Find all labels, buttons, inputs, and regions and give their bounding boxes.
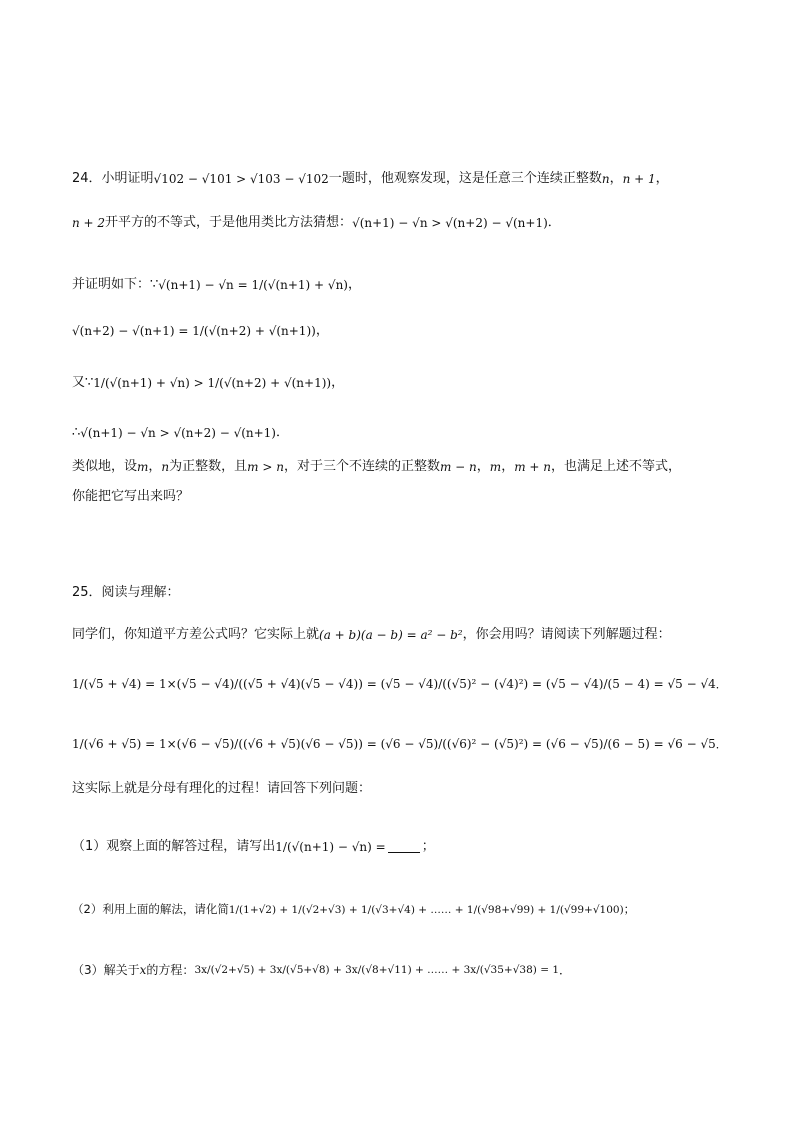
q24-line1-middle: 一题时，他观察发现，这是任意三个连续正整数 xyxy=(328,171,602,186)
q24-proof-eq-1-end: ， xyxy=(347,277,361,292)
q24-var-n-plus-1: n + 1 xyxy=(622,171,656,186)
q25-example-2-expr: 1/(√6 + √5) = 1×(√6 − √5)/((√6 + √5)(√6 − √5)) = (√6 − √5)/((√6)² − (√5)²) = (√6 − √5)/(6 − 5) = √6 − √5 xyxy=(72,737,716,751)
q25-sub-1 xyxy=(72,840,435,853)
q25-difference-of-squares: (a + b)(a − b) = a² − b² xyxy=(319,627,463,642)
q24-line1-inequality: √102 − √101 > √103 − √102 xyxy=(153,171,329,186)
q25-sub-3-prefix: （3）解关于 xyxy=(72,963,140,977)
q24-l7-c: 为正整数，且 xyxy=(169,459,248,474)
q24-line-2 xyxy=(72,216,561,229)
q25-sub-3 xyxy=(72,964,571,976)
q25-sub-3-mid: 的方程： xyxy=(146,963,195,977)
q24-l7-m-minus-n: m − n xyxy=(439,459,477,474)
q24-var-n-plus-2: n + 2 xyxy=(72,215,106,230)
q25-sub-3-end: ． xyxy=(559,963,572,977)
q25-sub-2-end: ； xyxy=(623,902,636,916)
q25-example-1 xyxy=(72,678,727,690)
q24-l7-m-gt-n: m > n xyxy=(247,459,284,474)
q25-sub-1-prefix: （1）观察上面的解答过程，请写出 xyxy=(72,839,276,854)
q25-example-1-expr: 1/(√5 + √4) = 1×(√5 − √4)/((√5 + √4)(√5 − √4)) = (√5 − √4)/((√5)² − (√4)²) = (√5 − √4)/(5 − 4) = √5 − √4 xyxy=(72,677,716,691)
q25-intro-b: ，你会用吗？请阅读下列解题过程： xyxy=(462,627,671,642)
q24-l7-m: m xyxy=(137,459,149,474)
q24-line-5 xyxy=(72,376,344,389)
q25-example-2-end: ． xyxy=(715,737,727,751)
q24-line-7 xyxy=(72,460,681,473)
q24-l7-n: n xyxy=(161,459,170,474)
q25-rationalize-text: 这实际上就是分母有理化的过程！请回答下列问题： xyxy=(72,781,372,796)
q25-example-1-end: ． xyxy=(715,677,727,691)
q25-sub-1-expr: 1/(√(n+1) − √n) = xyxy=(275,839,386,854)
q25-sub-3-x: x xyxy=(139,963,147,977)
q24-line1-prefix: 24．小明证明 xyxy=(72,171,154,186)
q25-sub-2-prefix: （2）利用上面的解法，请化简 xyxy=(72,902,229,916)
q24-fraction-inequality: 1/(√(n+1) + √n) > 1/(√(n+2) + √(n+1)) xyxy=(93,375,332,390)
q25-sub-1-end: ； xyxy=(421,839,435,854)
q25-title-text: 25．阅读与理解： xyxy=(72,585,180,600)
q24-line-8 xyxy=(72,490,189,503)
q24-l7-b: ， xyxy=(148,459,162,474)
q24-conjecture: √(n+1) − √n > √(n+2) − √(n+1) xyxy=(352,215,548,230)
q24-l7-e: ， xyxy=(476,459,490,474)
q24-conclusion-end: ． xyxy=(276,425,290,440)
q24-line-6 xyxy=(72,426,289,439)
q25-example-2 xyxy=(72,738,727,750)
q25-sub-2-expr: 1/(1+√2) + 1/(√2+√3) + 1/(√3+√4) + …… + 1/(√98+√99) + 1/(√99+√100) xyxy=(228,903,624,916)
q24-therefore: ∴ xyxy=(72,425,81,440)
q24-sep: ， xyxy=(609,171,623,186)
q24-line-3 xyxy=(72,278,361,291)
q24-fraction-inequality-end: ， xyxy=(331,375,345,390)
q25-line-2 xyxy=(72,782,371,795)
q24-var-n: n xyxy=(601,171,610,186)
q25-line-1 xyxy=(72,628,671,641)
q24-l7-f: ， xyxy=(501,459,515,474)
q24-line-4 xyxy=(72,324,329,337)
q25-title xyxy=(72,586,180,599)
q24-line1-end: ， xyxy=(655,171,669,186)
q24-l7-d: ，对于三个不连续的正整数 xyxy=(283,459,440,474)
q24-l7-g: ，也满足上述不等式， xyxy=(551,459,682,474)
q24-proof-eq-2-end: ， xyxy=(315,323,329,338)
q24-l7-a: 类似地，设 xyxy=(72,459,138,474)
q24-l7-m2: m xyxy=(489,459,502,474)
q25-sub-1-answer-blank xyxy=(388,840,420,853)
q24-line2-middle: 开平方的不等式，于是他用类比方法猜想： xyxy=(105,215,353,230)
q24-also-prefix: 又∵ xyxy=(72,375,94,390)
q25-sub-3-equation: 3x/(√2+√5) + 3x/(√5+√8) + 3x/(√8+√11) + …… + 3x/(√35+√38) = 1 xyxy=(194,963,560,976)
q24-conclusion: √(n+1) − √n > √(n+2) − √(n+1) xyxy=(80,425,276,440)
q24-proof-eq-1: √(n+1) − √n = 1/(√(n+1) + √n) xyxy=(158,277,348,292)
q24-l7-m-plus-n: m + n xyxy=(514,459,551,474)
q24-line-1 xyxy=(72,172,669,185)
q24-proof-prefix: 并证明如下：∵ xyxy=(72,277,159,292)
q25-intro-a: 同学们，你知道平方差公式吗？它实际上就 xyxy=(72,627,320,642)
q24-line2-end: ． xyxy=(547,215,561,230)
q24-question: 你能把它写出来吗？ xyxy=(72,489,190,504)
q25-sub-2 xyxy=(72,904,635,916)
q24-proof-eq-2: √(n+2) − √(n+1) = 1/(√(n+2) + √(n+1)) xyxy=(72,323,316,338)
